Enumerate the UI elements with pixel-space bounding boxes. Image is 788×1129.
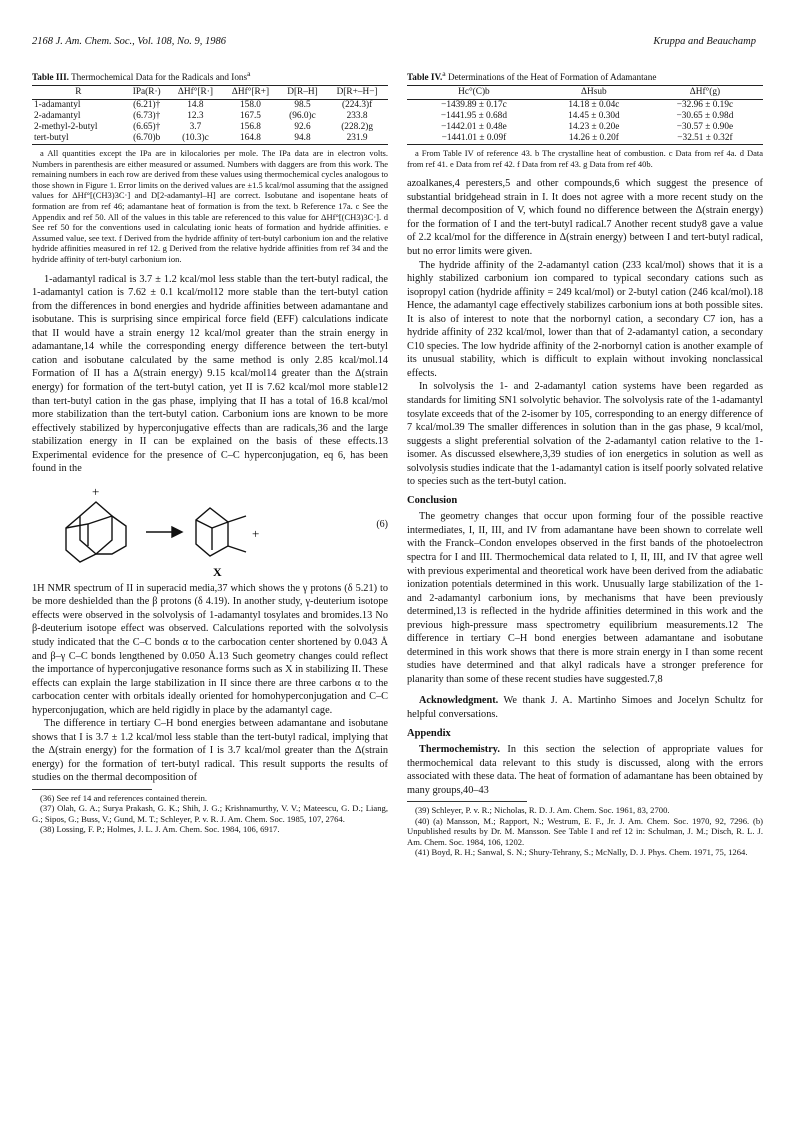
table4-notes: a From Table IV of reference 43. b The crystalline heat of combustion. c Data from ref 4a. d Data from ref 41. e Data from ref 42. f Data from ref 43. g Data from ref 40b.	[407, 148, 763, 169]
table4-header: Hc°(C)b	[458, 87, 490, 98]
appendix-heading: Appendix	[407, 727, 451, 739]
table-cell: −32.51 ± 0.32f	[677, 133, 733, 144]
footnote: (38) Lossing, F. P.; Holmes, J. L. J. Am. Chem. Soc. 1984, 106, 6917.	[40, 824, 280, 835]
table-cell: −1439.89 ± 0.17c	[441, 100, 507, 111]
table-cell: 92.6	[294, 122, 311, 133]
footnote: (39) Schleyer, P. v. R.; Nicholas, R. D. J. Am. Chem. Soc. 1961, 83, 2700.	[415, 805, 670, 816]
table3-header: IPa(R·)	[132, 87, 161, 98]
table4-caption	[407, 68, 763, 83]
table-cell: 156.8	[240, 122, 261, 133]
footnote-divider	[407, 801, 527, 802]
table-cell: (228.2)g	[341, 122, 373, 133]
table-row	[32, 122, 388, 133]
footnote: (41) Boyd, R. H.; Sanwal, S. N.; Shury-Tehrany, S.; McNally, D. J. Phys. Chem. 1971, 75, 1264.	[415, 846, 748, 857]
table-cell: 94.8	[294, 133, 311, 144]
resonance-form-structure	[196, 508, 246, 556]
table4-label: Table IV.	[407, 72, 443, 83]
table3-caption-note: a	[247, 69, 251, 78]
right-footnotes	[407, 805, 763, 857]
table-cell: 14.26 ± 0.20f	[568, 133, 619, 144]
body-paragraph: In solvolysis the 1- and 2-adamantyl cation systems have been regarded as standards for limiting SN1 solvolytic behavior. The solvolysis rate of the 1-adamantyl tosylate exceeds that of the 2-isomer by 105, corresponding to an energy difference of 7 kcal/mol.39 The smaller differences in solution than in the gas phase, 9 kcal/mol, suggests a slight preferential solvation of the 2-adamantyl cation relative to the 1-isomer. As discussed elsewhere,3,39 studies of ion energetics in solution as well as solvolysis studies indicate that the 1-adamantyl cation is itself poorly solvated relative to species such as the tert-butyl cation.	[407, 381, 763, 488]
adamantyl-cation-structure	[66, 502, 126, 562]
table-cell: 158.0	[240, 100, 261, 111]
table-cell: 167.5	[240, 111, 261, 122]
table3	[32, 85, 388, 145]
table-row	[32, 111, 388, 122]
acknowledgment-text: We thank J. A. Martinho Simoes and Jocelyn Schultz for helpful conversations.	[407, 695, 763, 721]
left-footnotes	[32, 793, 388, 835]
table3-header-row	[32, 86, 388, 100]
table3-header: ΔHf°[R+]	[231, 87, 270, 98]
acknowledgment-heading: Acknowledgment.	[419, 695, 499, 707]
table-cell: −1442.01 ± 0.48e	[441, 122, 507, 133]
table4-header: ΔHsub	[581, 87, 607, 98]
equation-6	[32, 480, 388, 580]
table-cell: 1-adamantyl	[34, 100, 81, 111]
table3-notes: a All quantities except the IPa are in kilocalories per mole. The IPa data are in electron volts. Numbers in parenthesis are either measured or assumed. Numbers with daggers are from this work. The remaining numbers in each row are derived from these values using thermochemical cycles analogous to those shown in Figure 1. Error limits on the derived values are ±1.5 kcal/mol assuming that the assigned values for ΔHf°[(CH3)3C·] and D[2-adamantyl–H] are correct. Isobutane and isopentane heats of formation are from ref 46; adamantane heat of formation is from the text. b Reference 17a. c See the Appendix and ref 50. All of the values in this table are referenced to this value for ΔHf°[(CH3)3C·]. d See ref 50 for the conventions used in calculating ionic heats of formation and hydride affinities. e Assumed value, see text. f Derived from the hydride affinity of tert-butyl carbonium ion and the relative hydride affinities measured in ref 12. g Derived from the relative hydride affinities from ref 34 and the hydride affinity of tert-butyl carbonium ion.	[32, 148, 388, 264]
appendix-body: In this section the selection of appropriate values for thermochemical data relevant to this study is discussed, along with the errors associated with these data. The heat of formation of adamantane has been obtained by many groups,40–43	[407, 744, 763, 796]
table-row	[407, 100, 763, 112]
table-cell: 14.18 ± 0.04c	[568, 100, 620, 111]
cation-plus-top: +	[92, 483, 100, 499]
table-cell: −1441.01 ± 0.09f	[441, 133, 507, 144]
body-paragraph: The hydride affinity of the 2-adamantyl cation (233 kcal/mol) shows that it is a highly stabilized carbonium ion compared to typical secondary cations such as isopropyl cation (hydride affinity = 249 kcal/mol) or 2-butyl cation (246 kcal/mol).18 Hence, the adamantyl cage effectively stabilizes carbonium ions at both possible sites. It is also of interest to note that the norbornyl cation, a secondary C7 ion, has a hydride affinity of 232 kcal/mol, lower than that of 2-adamantyl cation, a secondary C10 species. The low hydride affinity of the 2-norbornyl cation is another example of its unusual stability, which is difficult to explain without invoking nonclassical effects.	[407, 259, 763, 379]
table-cell: (224.3)f	[341, 100, 373, 111]
footnote: (36) See ref 14 and references contained therein.	[40, 793, 208, 803]
table-row	[32, 100, 388, 112]
table4-title: Determinations of the Heat of Formation of Adamantane	[445, 72, 657, 83]
table-cell: −30.57 ± 0.90e	[676, 122, 734, 133]
table-cell: 2-methyl-2-butyl	[34, 122, 98, 133]
table-row	[407, 122, 763, 133]
table3-header: R	[75, 87, 82, 98]
table3-header: ΔHf°[R·]	[177, 87, 213, 98]
footnote: (37) Olah, G. A.; Surya Prakash, G. K.; Shih, J. G.; Krishnamurthy, V. V.; Mateescu, G. D.; Liang, G.; Sipos, G.; Buss, V.; Gund, M. T.; Schleyer, P. v. R. J. Am. Chem. Soc. 1985, 107, 2764.	[32, 803, 388, 824]
body-paragraph: 1H NMR spectrum of II in superacid media,37 which shows the γ protons (δ 5.21) to be more deshielded than the β protons (δ 4.19). In another study, γ-deuterium isotope effects were observed in the solvolysis of 1-adamantyl tosylates and bromides.13 No β-deuterium isotope effect was observed. Calculations reported with the solvolysis study indicated that the C–C bonds α to the carbocation center shortened by 0.043 Å and β–γ C–C bonds lengthened by 0.050 Å.13 Such geometry changes could reflect the importance of hyperconjugative resonance forms such as X in stabilizing II. These effects can explain the large stabilization in II since there are three carbons α to the carbocation center with orbitals ideally oriented for homohyperconjugation and C–C hyperconjugation, which are held rigidly in place by the adamantyl cage.	[32, 582, 388, 716]
table-row	[407, 111, 763, 122]
body-paragraph: The difference in tertiary C–H bond energies between adamantane and isobutane shows that I is 3.7 ± 1.2 kcal/mol less stable than the tert-butyl radical, implying that the Δ(strain energy) for the formation of I is 3.7 kcal/mol greater than the Δ(strain energy) for the formation of tert-butyl radical. This result supports the results of studies on the thermal decomposition of	[32, 718, 388, 784]
table-cell: −32.96 ± 0.19c	[676, 100, 734, 111]
table-cell: tert-butyl	[34, 133, 69, 144]
appendix-subheading: Thermochemistry.	[419, 744, 500, 756]
table4	[407, 85, 763, 145]
table-cell: 3.7	[189, 122, 202, 133]
table-cell: 14.8	[187, 100, 204, 111]
resonance-arrow	[146, 527, 182, 537]
journal-citation: 2168 J. Am. Chem. Soc., Vol. 108, No. 9, 1986	[32, 36, 227, 47]
table-cell: 164.8	[240, 133, 261, 144]
cation-plus-right: +	[252, 525, 260, 541]
table-cell: 231.9	[346, 133, 368, 144]
running-header	[32, 36, 756, 52]
conclusion-text: The geometry changes that occur upon forming four of the possible reactive intermediates, I, II, III, and IV from adamantane have been shown to correlate well with the Franck–Condon envelopes observed in the first bands of the photoelectron spectra for I and III. Thermochemical data related to I, II, III, and IV that agree well with previous experimental and theoretical work have been derived from the adiabatic ionization potentials determined in this work. Unusually large stabilization of the 1- and 2-adamantyl carbonium ions, by mechanisms that have been previously determined,13 is reflected in the hydride affinities determined in this work and the previous high-pressure mass spectrometry equilibrium measurements.12 The difference in tertiary C–H bond energies between adamantane and isobutane determined in this work shows that there is more strain energy in I than some recent studies have determined and that alkyl radicals have a stronger preference for planarity than some of these recent studies have suggested.7,8	[407, 511, 763, 685]
table-cell: 98.5	[294, 100, 311, 111]
table-cell: −30.65 ± 0.98d	[676, 111, 734, 122]
table4-caption-note: a	[442, 69, 446, 78]
table-cell: (6.65)†	[133, 122, 161, 133]
footnote-divider	[32, 789, 152, 790]
left-column	[32, 68, 388, 835]
authors-header: Kruppa and Beauchamp	[653, 36, 756, 47]
table3-title: Thermochemical Data for the Radicals and Ions	[68, 72, 248, 83]
footnote: (40) (a) Mansson, M.; Rapport, N.; Westrum, E. F., Jr. J. Am. Chem. Soc. 1970, 92, 7296. (b) Unpublished results by Dr. M. Mansson. See Table I and ref 12 in: Schulman, J. M.; Disch, R. L. J. Am. Chem. Soc. 1984, 106, 1202.	[407, 815, 763, 847]
table3-caption	[32, 68, 388, 83]
table-cell: 12.3	[187, 111, 204, 122]
acknowledgment	[407, 694, 763, 721]
right-column	[407, 68, 763, 857]
table-cell: 14.23 ± 0.20e	[568, 122, 620, 133]
table3-header: D[R–H]	[287, 87, 318, 98]
table-row	[407, 133, 763, 145]
body-paragraph: 1-adamantyl radical is 3.7 ± 1.2 kcal/mol less stable than the tert-butyl radical, the 1-adamantyl cation is 7.62 ± 0.1 kcal/mol12 more stable than the tert-butyl cation from the differences in bond energies and hydride affinities between adamantane and isobutane. This is surprising since empirical force field (EFF) calculations indicate that II would have a strain energy 12 kcal/mol greater than the strain energy in adamantane,14 while the corresponding energy difference between the tert-butyl cation and isobutane calculated by the same method is only 2.85 kcal/mol.14 Formation of II has a Δ(strain energy) 9.15 kcal/mol14 greater than the Δ(strain energy) for formation of the tert-butyl cation, yet II is 7.62 kcal/mol more stable12 than tert-butyl cation in the gas phase, implying that II has a total of 16.8 kcal/mol more stabilization than the tert-butyl cation. Carbonium ions are known to be more effectively stabilized by hyperconjugative effects than are radicals,36 and the large stabilization energy in II can be explained on the basis of these effects.13 Experimental evidence for the presence of C–C hyperconjugation, eq 6, has been found in the	[32, 273, 388, 475]
table3-label: Table III.	[32, 72, 69, 83]
appendix-text	[407, 743, 763, 797]
table3-header: D[R+–H−]	[336, 87, 378, 98]
structure-label-X: X	[213, 564, 222, 579]
body-paragraph: azoalkanes,4 peresters,5 and other compounds,6 which suggest the presence of substantial bridgehead strain in I. It does not agree with a more recent study on the thermal decomposition of V, which found no difference between the Δ(strain energy) for the formation of I and the tert-butyl radical.7 Another recent study8 gave a value of 2.2 kcal/mol for the difference in Δ(strain energy) between I and tert-butyl radical, but no error limits were given.	[407, 178, 763, 257]
table-row	[32, 133, 388, 145]
table-cell: (10.3)c	[182, 133, 209, 144]
table-cell: (6.70)b	[133, 133, 161, 144]
table-cell: (6.21)†	[133, 100, 161, 111]
hyperconjugation-scheme	[32, 480, 362, 580]
equation-number: (6)	[376, 518, 388, 530]
table4-header: ΔHf°(g)	[689, 87, 721, 98]
table-cell: 2-adamantyl	[34, 111, 81, 122]
table-cell: −1441.95 ± 0.68d	[440, 111, 507, 122]
table-cell: (96.0)c	[289, 111, 316, 122]
table-cell: (6.73)†	[133, 111, 161, 122]
table4-header-row	[407, 86, 763, 100]
conclusion-heading: Conclusion	[407, 494, 458, 506]
table-cell: 233.8	[346, 111, 368, 122]
table-cell: 14.45 ± 0.30d	[568, 111, 620, 122]
